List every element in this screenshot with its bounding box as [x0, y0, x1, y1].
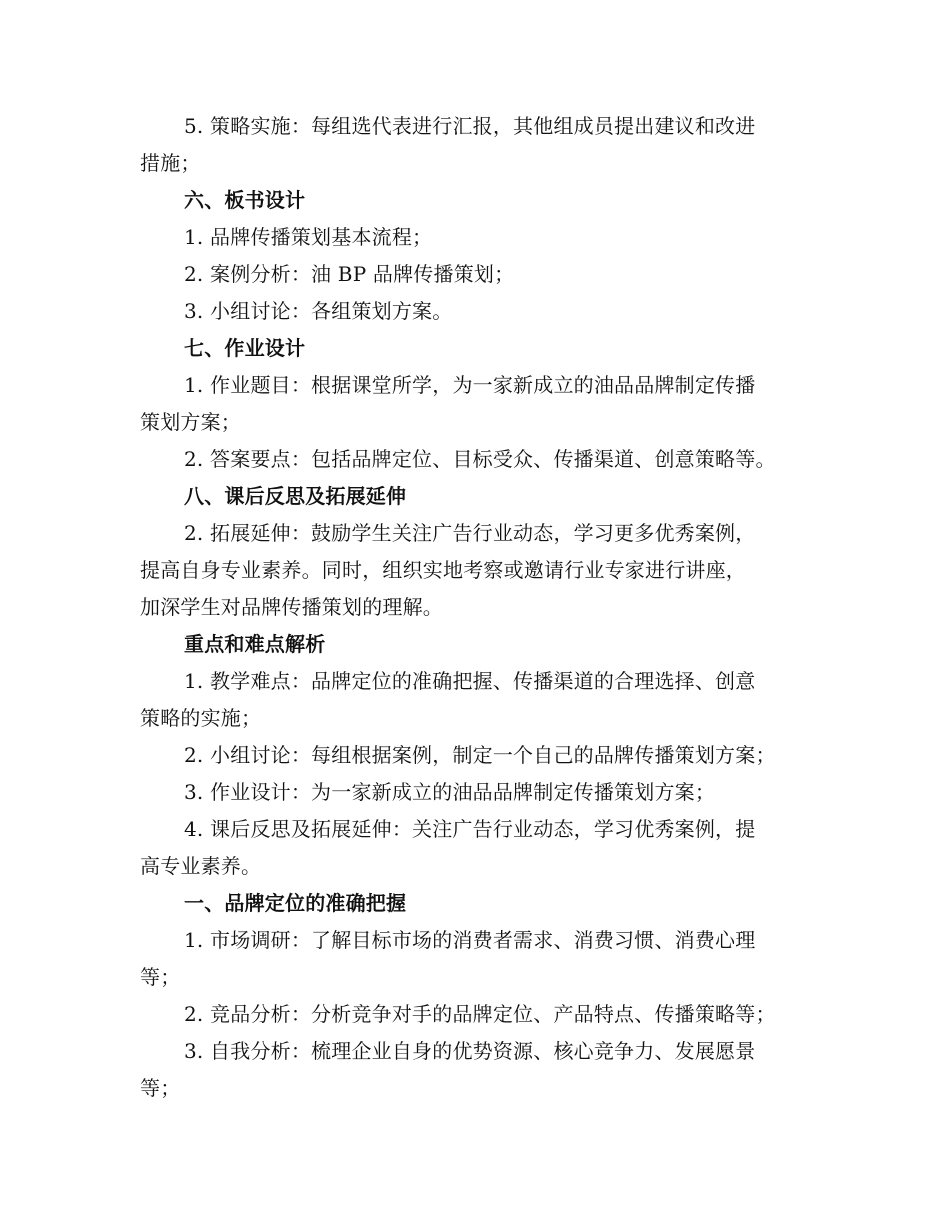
section-heading: 六、板书设计 [184, 188, 306, 212]
paragraph-line: 等； [140, 1076, 181, 1100]
paragraph-line: 1. 市场调研：了解目标市场的消费者需求、消费习惯、消费心理 [184, 928, 756, 952]
paragraph-line: 1. 品牌传播策划基本流程； [184, 225, 433, 249]
paragraph-line: 3. 小组讨论：各组策划方案。 [184, 299, 453, 323]
paragraph-line: 1. 作业题目：根据课堂所学，为一家新成立的油品品牌制定传播 [184, 373, 756, 397]
paragraph-line: 策划方案； [140, 410, 241, 434]
paragraph-line: 策略的实施； [140, 706, 262, 730]
paragraph-line: 高专业素养。 [140, 854, 262, 878]
section-heading: 八、课后反思及拓展延伸 [184, 484, 407, 508]
paragraph-line: 提高自身专业素养。同时，组织实地考察或邀请行业专家进行讲座， [140, 558, 746, 582]
paragraph-line: 加深学生对品牌传播策划的理解。 [140, 595, 443, 619]
paragraph-line: 2. 拓展延伸：鼓励学生关注广告行业动态，学习更多优秀案例， [184, 521, 756, 545]
paragraph-line: 措施； [140, 151, 201, 175]
paragraph-line: 2. 答案要点：包括品牌定位、目标受众、传播渠道、创意策略等。 [184, 447, 776, 471]
section-heading: 重点和难点解析 [184, 632, 326, 656]
paragraph-line: 2. 小组讨论：每组根据案例，制定一个自己的品牌传播策划方案； [184, 743, 776, 767]
paragraph-line: 3. 作业设计：为一家新成立的油品品牌制定传播策划方案； [184, 780, 716, 804]
paragraph-line: 3. 自我分析：梳理企业自身的优势资源、核心竞争力、发展愿景 [184, 1039, 756, 1063]
paragraph-line: 4. 课后反思及拓展延伸：关注广告行业动态，学习优秀案例，提 [184, 817, 756, 841]
paragraph-line: 1. 教学难点：品牌定位的准确把握、传播渠道的合理选择、创意 [184, 669, 756, 693]
section-heading: 七、作业设计 [184, 336, 306, 360]
document-body [140, 108, 812, 1107]
paragraph-line: 2. 案例分析：油 BP 品牌传播策划； [184, 262, 515, 286]
paragraph-line: 5. 策略实施：每组选代表进行汇报，其他组成员提出建议和改进 [184, 114, 756, 138]
paragraph-line: 等； [140, 965, 181, 989]
section-heading: 一、品牌定位的准确把握 [184, 891, 407, 915]
paragraph-line: 2. 竞品分析：分析竞争对手的品牌定位、产品特点、传播策略等； [184, 1002, 776, 1026]
